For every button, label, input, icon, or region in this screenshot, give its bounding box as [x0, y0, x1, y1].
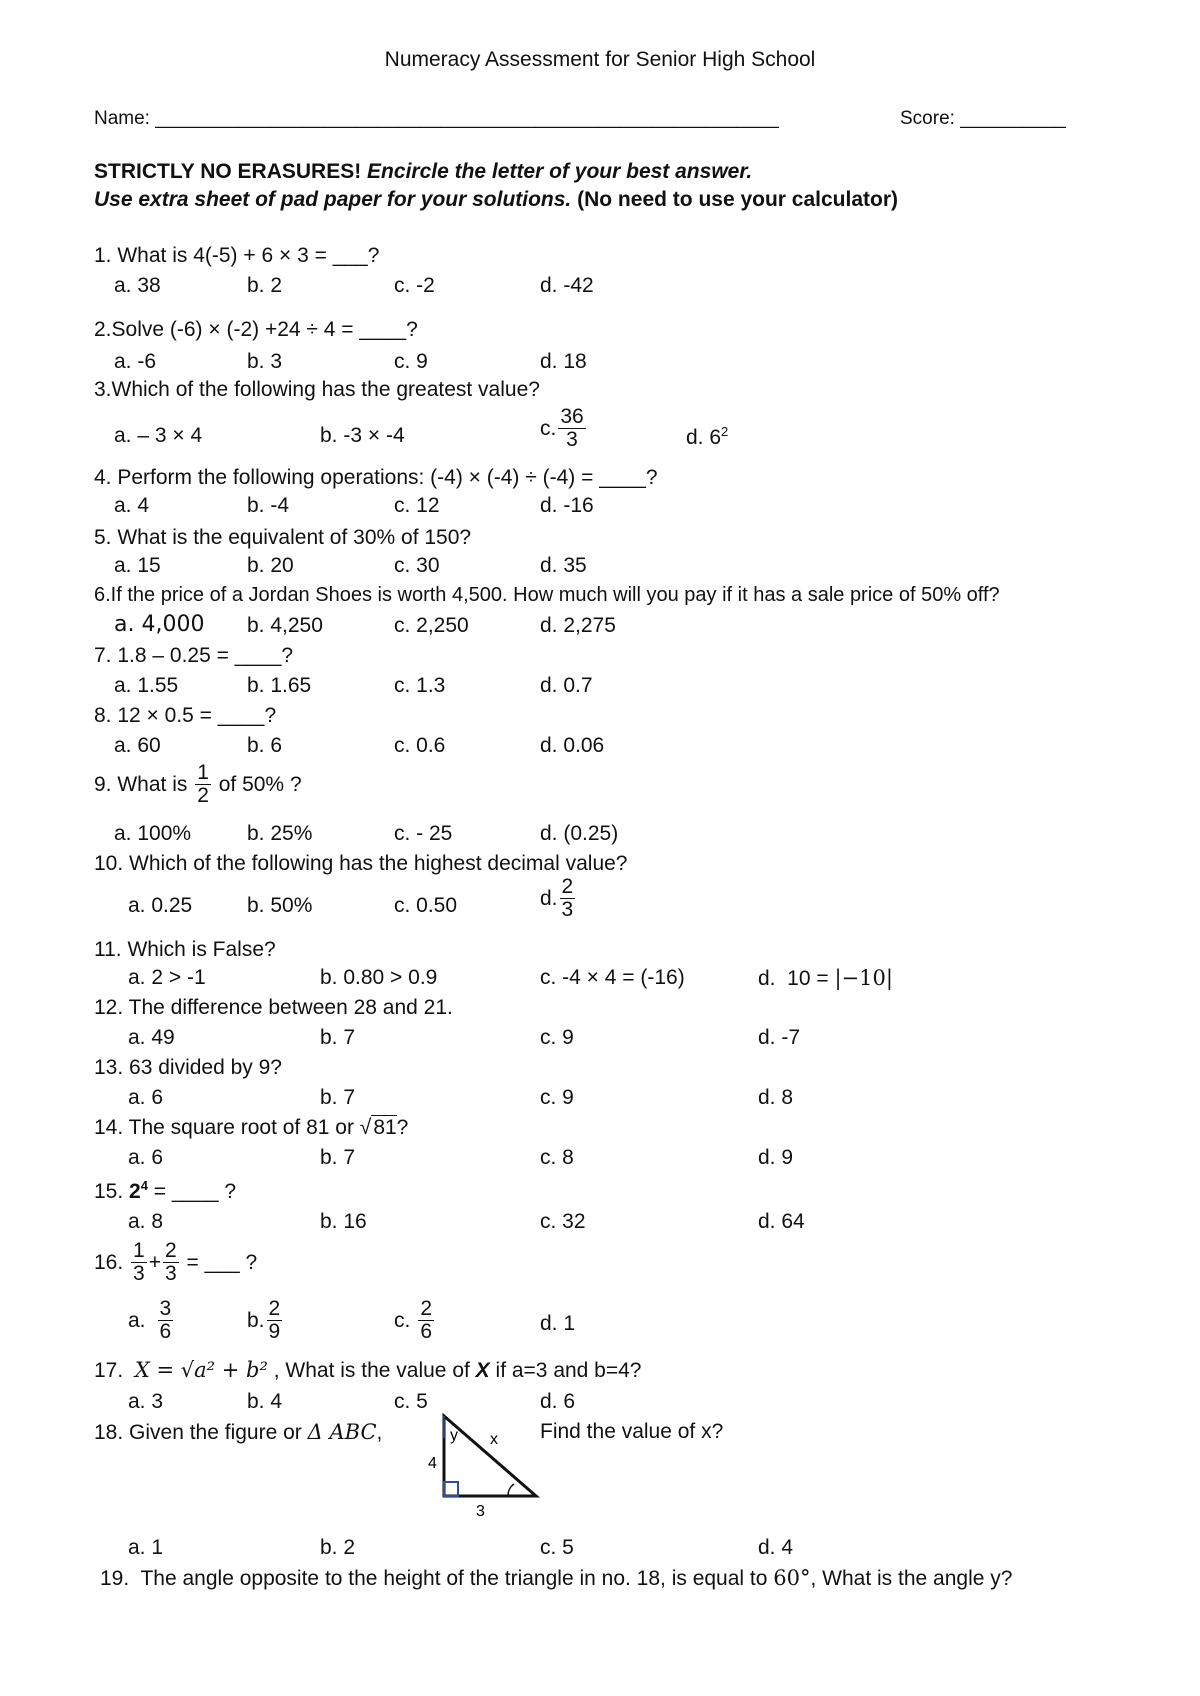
label-3: 3 [476, 1503, 485, 1520]
question-1: 1. What is 4(-5) + 6 × 3 = ___? [94, 244, 380, 267]
question-4: 4. Perform the following operations: (-4) × (-4) ÷ (-4) = ____? [94, 466, 658, 489]
q2-option-c[interactable]: c. 9 [394, 350, 428, 373]
triangle-figure [420, 1410, 550, 1520]
name-field[interactable]: Name: ___________________________________________________________ [94, 108, 779, 129]
q11-option-b[interactable]: b. 0.80 > 0.9 [320, 966, 438, 989]
q10-option-a[interactable]: a. 0.25 [128, 894, 193, 917]
instructions-line-2: Use extra sheet of pad paper for your solutions. (No need to use your calculator) [94, 188, 899, 211]
q13-option-d[interactable]: d. 8 [758, 1086, 794, 1109]
q9-option-d[interactable]: d. (0.25) [540, 822, 619, 845]
q14-option-d[interactable]: d. 9 [758, 1146, 794, 1169]
q4-option-b[interactable]: b. -4 [247, 494, 290, 517]
q5-option-b[interactable]: b. 20 [247, 554, 294, 577]
question-18: 18. Given the figure or Δ ABC, [94, 1420, 383, 1444]
q17-option-d[interactable]: d. 6 [540, 1390, 576, 1413]
q3-option-a[interactable]: a. – 3 × 4 [114, 424, 203, 447]
q8-option-c[interactable]: c. 0.6 [394, 734, 446, 757]
q1-option-c[interactable]: c. -2 [394, 274, 435, 297]
q18-option-c[interactable]: c. 5 [540, 1536, 574, 1559]
question-19: 19. The angle opposite to the height of the triangle in no. 18, is equal to 60°, What is the angle y? [100, 1566, 1013, 1590]
question-9: 9. What is $\frac{1}{2}$ of 50% ? [94, 761, 302, 808]
q13-option-c[interactable]: c. 9 [540, 1086, 574, 1109]
question-2: 2.Solve (-6) × (-2) +24 ÷ 4 = ____? [94, 318, 418, 341]
formula: X = √a² + b² [134, 1358, 268, 1382]
q17-option-b[interactable]: b. 4 [247, 1390, 283, 1413]
q2-option-d[interactable]: d. 18 [540, 350, 587, 373]
q16-option-d[interactable]: d. 1 [540, 1312, 576, 1335]
q8-option-b[interactable]: b. 6 [247, 734, 283, 757]
q15-option-a[interactable]: a. 8 [128, 1210, 164, 1233]
q1-option-a[interactable]: a. 38 [114, 274, 161, 297]
q6-option-b[interactable]: b. 4,250 [247, 614, 323, 637]
q8-option-a[interactable]: a. 60 [114, 734, 161, 757]
q1-option-d[interactable]: d. -42 [540, 274, 594, 297]
q16-option-c[interactable]: c. $\frac{2}{6}$ [394, 1297, 433, 1344]
q7-option-b[interactable]: b. 1.65 [247, 674, 312, 697]
q12-option-b[interactable]: b. 7 [320, 1026, 356, 1049]
label-x: x [490, 1431, 498, 1448]
q14-option-c[interactable]: c. 8 [540, 1146, 574, 1169]
q9-option-b[interactable]: b. 25% [247, 822, 313, 845]
q11-option-c[interactable]: c. -4 × 4 = (-16) [540, 966, 685, 989]
q16-option-a[interactable]: a. $\frac{3}{6}$ [128, 1297, 172, 1344]
q1-option-b[interactable]: b. 2 [247, 274, 283, 297]
fraction: $\frac{2}{3}$ [164, 1239, 177, 1286]
q7-option-d[interactable]: d. 0.7 [540, 674, 593, 697]
fraction: $\frac{3}{6}$ [159, 1297, 172, 1344]
q12-option-c[interactable]: c. 9 [540, 1026, 574, 1049]
q18-option-a[interactable]: a. 1 [128, 1536, 164, 1559]
fraction: $\frac{36}{3}$ [560, 405, 584, 452]
q2-option-b[interactable]: b. 3 [247, 350, 283, 373]
q10-option-c[interactable]: c. 0.50 [394, 894, 458, 917]
q15-option-b[interactable]: b. 16 [320, 1210, 367, 1233]
q15-option-d[interactable]: d. 64 [758, 1210, 805, 1233]
q5-option-a[interactable]: a. 15 [114, 554, 161, 577]
fraction: $\frac{2}{3}$ [561, 875, 574, 922]
q9-option-a[interactable]: a. 100% [114, 822, 192, 845]
question-3: 3.Which of the following has the greatest value? [94, 378, 540, 401]
q4-option-d[interactable]: d. -16 [540, 494, 594, 517]
question-6: 6.If the price of a Jordan Shoes is worth 4,500. How much will you pay if it has a sale price of 50% off? [94, 584, 1000, 606]
angle-arc [508, 1484, 514, 1496]
question-13: 13. 63 divided by 9? [94, 1056, 282, 1079]
question-14: 14. The square root of 81 or √81? [94, 1116, 409, 1139]
q6-option-c[interactable]: c. 2,250 [394, 614, 469, 637]
q8-option-d[interactable]: d. 0.06 [540, 734, 605, 757]
q17-option-a[interactable]: a. 3 [128, 1390, 164, 1413]
q14-option-a[interactable]: a. 6 [128, 1146, 164, 1169]
question-12: 12. The difference between 28 and 21. [94, 996, 453, 1019]
score-field[interactable]: Score: __________ [900, 108, 1066, 129]
page-title: Numeracy Assessment for Senior High School [384, 48, 816, 71]
q5-option-d[interactable]: d. 35 [540, 554, 587, 577]
q12-option-a[interactable]: a. 49 [128, 1026, 175, 1049]
question-17: 17. X = √a² + b² , What is the value of X if a=3 and b=4? [94, 1358, 642, 1382]
question-5: 5. What is the equivalent of 30% of 150? [94, 526, 472, 549]
fraction: $\frac{1}{2}$ [197, 761, 209, 808]
q3-option-b[interactable]: b. -3 × -4 [320, 424, 405, 447]
q18-option-d[interactable]: d. 4 [758, 1536, 794, 1559]
q6-option-d[interactable]: d. 2,275 [540, 614, 616, 637]
q15-option-c[interactable]: c. 32 [540, 1210, 586, 1233]
instructions-line-1: STRICTLY NO ERASURES! Encircle the letter of your best answer. [94, 160, 753, 183]
q7-option-c[interactable]: c. 1.3 [394, 674, 446, 697]
q3-option-c[interactable]: c. $\frac{36}{3}$ [540, 405, 584, 452]
q6-option-a[interactable]: a. 4,000 [114, 612, 205, 637]
label-y: y [450, 1427, 458, 1444]
q13-option-b[interactable]: b. 7 [320, 1086, 356, 1109]
q14-option-b[interactable]: b. 7 [320, 1146, 356, 1169]
fraction: $\frac{2}{9}$ [268, 1297, 281, 1344]
q12-option-d[interactable]: d. -7 [758, 1026, 801, 1049]
q10-option-d[interactable]: d. $\frac{2}{3}$ [540, 875, 574, 922]
label-4: 4 [428, 1455, 437, 1472]
question-16: 16. $\frac{1}{3}$ + $\frac{2}{3}$ = ___ ? [94, 1239, 258, 1286]
q16-option-b[interactable]: b. $\frac{2}{9}$ [247, 1297, 281, 1344]
question-8: 8. 12 × 0.5 = ____? [94, 704, 277, 727]
q2-option-a[interactable]: a. -6 [114, 350, 157, 373]
fraction: $\frac{1}{3}$ [133, 1239, 145, 1286]
q7-option-a[interactable]: a. 1.55 [114, 674, 179, 697]
q18-option-b[interactable]: b. 2 [320, 1536, 356, 1559]
question-10: 10. Which of the following has the highest decimal value? [94, 852, 628, 875]
q10-option-b[interactable]: b. 50% [247, 894, 313, 917]
q9-option-c[interactable]: c. - 25 [394, 822, 453, 845]
q13-option-a[interactable]: a. 6 [128, 1086, 164, 1109]
q4-option-a[interactable]: a. 4 [114, 494, 150, 517]
q3-option-d[interactable]: d. $6^2$ [686, 424, 729, 449]
fraction: $\frac{2}{6}$ [420, 1297, 433, 1344]
q11-option-a[interactable]: a. 2 > -1 [128, 966, 206, 989]
question-15: 15. $2^4$ = ____ ? [94, 1178, 237, 1203]
q5-option-c[interactable]: c. 30 [394, 554, 440, 577]
q11-option-d[interactable]: d. 10 = |−10| [758, 966, 893, 990]
q17-option-c[interactable]: c. 5 [394, 1390, 428, 1413]
question-7: 7. 1.8 – 0.25 = ____? [94, 644, 294, 667]
q18-find-text: Find the value of x? [540, 1420, 724, 1443]
q4-option-c[interactable]: c. 12 [394, 494, 440, 517]
question-11: 11. Which is False? [94, 938, 276, 961]
right-angle-marker [444, 1482, 458, 1496]
